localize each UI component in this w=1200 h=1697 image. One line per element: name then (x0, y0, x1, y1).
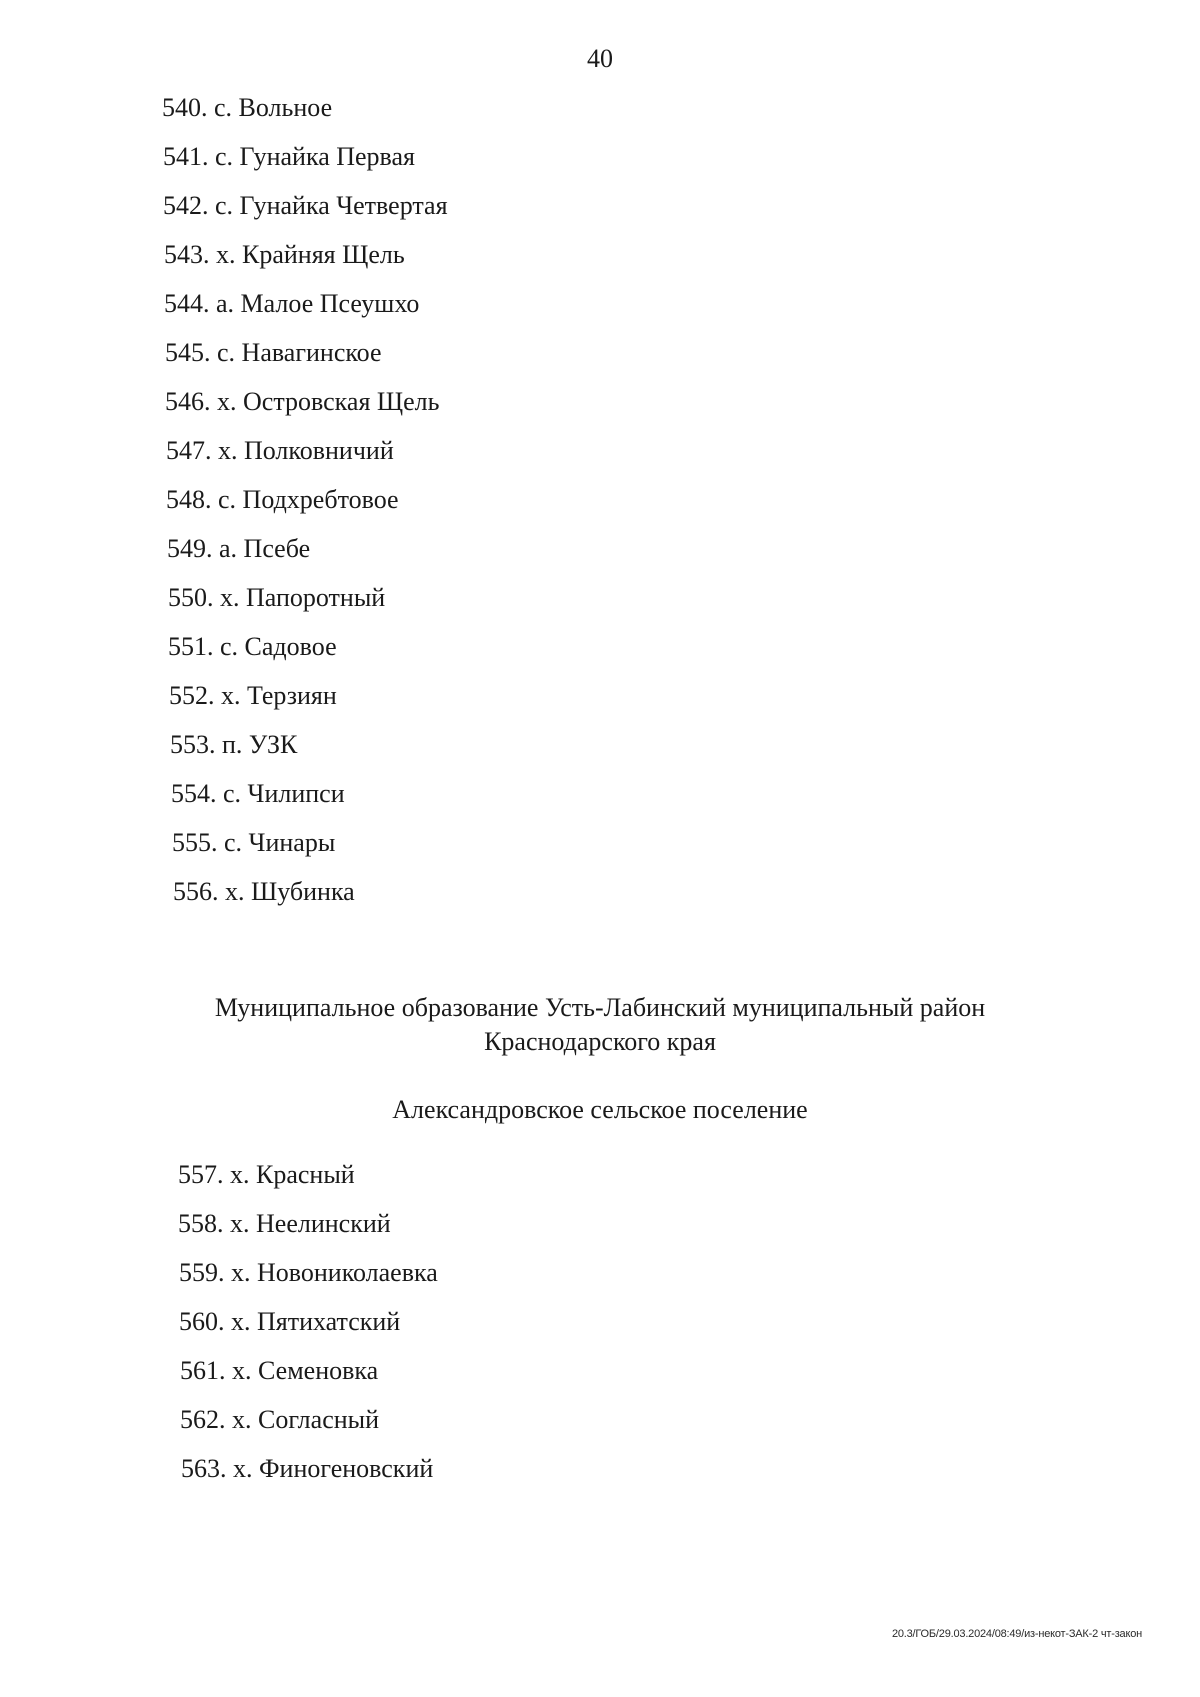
entry-name: Крайняя Щель (242, 240, 405, 269)
entry-name: Новониколаевка (257, 1258, 438, 1287)
entry-number: 540. (162, 93, 208, 122)
list-item (178, 1209, 391, 1239)
entry-number: 545. (165, 338, 211, 367)
entry-name: Малое Псеушхо (240, 289, 420, 318)
entry-type: х. (232, 1356, 252, 1385)
entry-type: с. (215, 142, 234, 171)
entry-name: Чилипси (247, 779, 345, 808)
entry-number: 551. (168, 632, 214, 661)
entry-type: х. (231, 1258, 251, 1287)
entry-name: Садовое (244, 632, 337, 661)
entry-number: 558. (178, 1209, 224, 1238)
entry-number: 559. (179, 1258, 225, 1287)
entry-type: с. (215, 191, 234, 220)
entry-number: 549. (167, 534, 213, 563)
entry-type: х. (218, 436, 238, 465)
list-item (179, 1258, 438, 1288)
list-item (172, 828, 335, 858)
entry-type: а. (216, 289, 235, 318)
entry-name: Семеновка (258, 1356, 379, 1385)
entry-type: х. (216, 240, 236, 269)
entry-type: х. (230, 1160, 250, 1189)
list-item (163, 142, 415, 172)
list-item (163, 191, 448, 221)
list-item (171, 779, 345, 809)
entry-number: 553. (170, 730, 216, 759)
entry-type: х. (233, 1454, 253, 1483)
entry-type: х. (225, 877, 245, 906)
list-item (178, 1160, 355, 1190)
entry-number: 554. (171, 779, 217, 808)
section-title-line-2: Краснодарского края (484, 1027, 716, 1056)
list-item (162, 93, 332, 123)
page-number: 40 (587, 44, 613, 73)
list-item (169, 681, 337, 711)
list-item (168, 632, 337, 662)
entry-number: 552. (169, 681, 215, 710)
entry-type: х. (232, 1405, 252, 1434)
entry-type: х. (217, 387, 237, 416)
entry-number: 555. (172, 828, 218, 857)
entry-name: Папоротный (246, 583, 386, 612)
entry-name: Красный (256, 1160, 355, 1189)
entry-number: 542. (163, 191, 209, 220)
entry-name: Вольное (238, 93, 333, 122)
entry-type: а. (219, 534, 238, 563)
list-item (170, 730, 297, 760)
entry-type: с. (214, 93, 233, 122)
entry-name: Навагинское (241, 338, 382, 367)
entry-number: 544. (164, 289, 210, 318)
entry-name: Гунайка Четвертая (239, 191, 448, 220)
entry-name: Псебе (243, 534, 311, 563)
entry-name: Согласный (258, 1405, 380, 1434)
entry-name: Гунайка Первая (239, 142, 415, 171)
entry-number: 560. (179, 1307, 225, 1336)
list-item (165, 387, 440, 417)
document-footer-code: 20.3/ГОБ/29.03.2024/08:49/из-некот-ЗАК-2 чт-закон (891, 1628, 1142, 1640)
list-item (179, 1307, 400, 1337)
entry-type: х. (220, 583, 240, 612)
entry-number: 563. (181, 1454, 227, 1483)
entry-type: х. (231, 1307, 251, 1336)
entry-name: УЗК (248, 730, 298, 759)
list-item (167, 534, 310, 564)
entry-number: 541. (163, 142, 209, 171)
entry-type: с. (220, 632, 239, 661)
list-item (173, 877, 355, 907)
list-item (166, 485, 399, 515)
list-item (164, 289, 419, 319)
entry-name: Островская Щель (243, 387, 440, 416)
entry-name: Терзиян (247, 681, 337, 710)
list-item (181, 1454, 433, 1484)
entry-type: п. (222, 730, 243, 759)
list-item (168, 583, 385, 613)
entry-type: с. (224, 828, 243, 857)
list-item (180, 1356, 378, 1386)
entry-type: с. (217, 338, 236, 367)
section-title-line-1: Муниципальное образование Усть-Лабинский муниципальный район (214, 993, 986, 1022)
entry-type: с. (218, 485, 237, 514)
entry-name: Финогеновский (259, 1454, 434, 1483)
entry-name: Неелинский (256, 1209, 391, 1238)
entry-number: 556. (173, 877, 219, 906)
entry-name: Шубинка (251, 877, 355, 906)
entry-number: 543. (164, 240, 210, 269)
entry-number: 562. (180, 1405, 226, 1434)
entry-number: 557. (178, 1160, 224, 1189)
entry-number: 547. (166, 436, 212, 465)
entry-name: Полковничий (244, 436, 394, 465)
entry-type: х. (221, 681, 241, 710)
entry-name: Подхребтовое (242, 485, 399, 514)
entry-type: х. (230, 1209, 250, 1238)
entry-number: 548. (166, 485, 212, 514)
entry-number: 550. (168, 583, 214, 612)
entry-number: 561. (180, 1356, 226, 1385)
list-item (164, 240, 405, 270)
list-item (165, 338, 382, 368)
entry-name: Пятихатский (257, 1307, 401, 1336)
list-item (166, 436, 394, 466)
entry-type: с. (223, 779, 242, 808)
entry-name: Чинары (248, 828, 336, 857)
entry-number: 546. (165, 387, 211, 416)
section-subtitle: Александровское сельское поселение (392, 1095, 808, 1124)
list-item (180, 1405, 379, 1435)
